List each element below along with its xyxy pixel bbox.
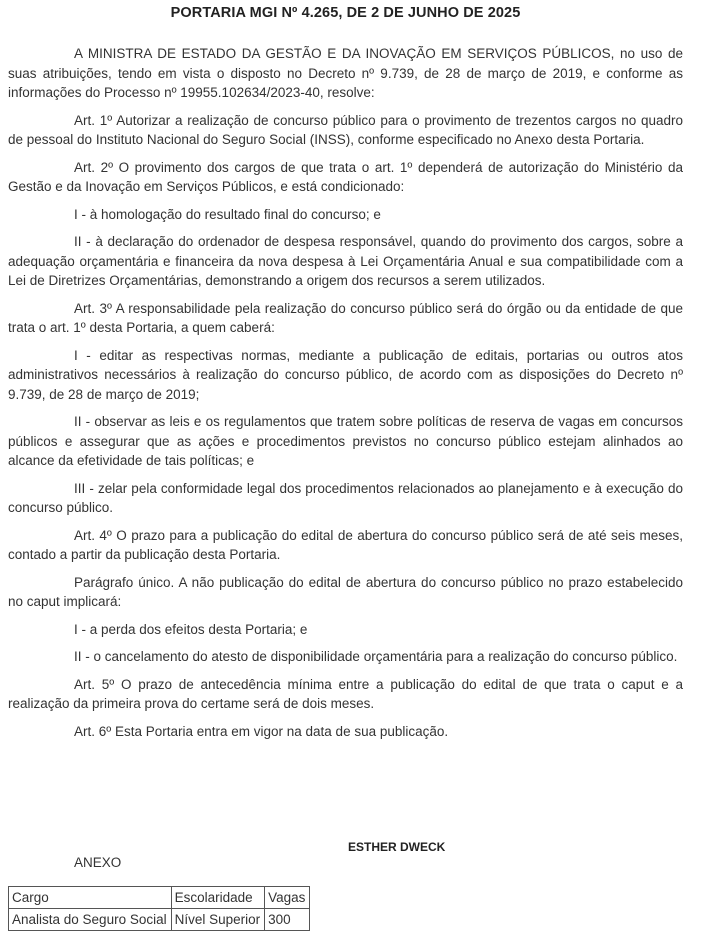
annex-header-escolaridade: Escolaridade bbox=[171, 887, 265, 909]
paragraph-art3-item2: II - observar as leis e os regulamentos que tratem sobre políticas de reserva de vagas em concursos públicos e assegurar que as ações e procedimentos previstos no concurso público estejam alinhados ao alcance da efetividade de tais políticas; e bbox=[8, 414, 683, 468]
document-title: PORTARIA MGI Nº 4.265, DE 2 DE JUNHO DE 2025 bbox=[170, 5, 521, 21]
annex-header-cargo: Cargo bbox=[9, 887, 172, 909]
paragraph-art3-item3: III - zelar pela conformidade legal dos procedimentos relacionados ao planejamento e à execução do concurso público. bbox=[8, 480, 683, 515]
annex-header-vagas: Vagas bbox=[265, 887, 310, 909]
annex-cell-escolaridade: Nível Superior bbox=[171, 909, 265, 931]
paragraph-art2: Art. 2º O provimento dos cargos de que trata o art. 1º dependerá de autorização do Ministério da Gestão e da Inovação em Serviços Públicos, e está condicionado: bbox=[8, 159, 683, 194]
paragraph-art4: Art. 4º O prazo para a publicação do edital de abertura do concurso público será de até seis meses, contado a partir da publicação desta Portaria. bbox=[8, 527, 683, 562]
annex-cell-vagas: 300 bbox=[265, 909, 310, 931]
paragraph-art3: Art. 3º A responsabilidade pela realização do concurso público será do órgão ou da entidade de que trata o art. 1º desta Portaria, a quem caberá: bbox=[8, 300, 683, 335]
paragraph-art4-sole: Parágrafo único. A não publicação do edital de abertura do concurso público no prazo estabelecido no caput implicará: bbox=[8, 574, 683, 609]
annex-table bbox=[8, 886, 310, 931]
table-row bbox=[9, 909, 310, 931]
paragraph-art2-item2: II - à declaração do ordenador de despesa responsável, quando do provimento dos cargos, sobre a adequação orçamentária e financeira da nova despesa à Lei Orçamentária Anual e sua compatibilidade com a Lei de Diretrizes Orçamentárias, demonstrando a origem dos recursos a serem utilizados. bbox=[8, 234, 683, 288]
paragraph-art4-item1: I - a perda dos efeitos desta Portaria; e bbox=[74, 621, 308, 637]
paragraph-preamble: A MINISTRA DE ESTADO DA GESTÃO E DA INOVAÇÃO EM SERVIÇOS PÚBLICOS, no uso de suas atribuições, tendo em vista o disposto no Decreto nº 9.739, de 28 de março de 2019, e conforme as informações do Processo nº 19955.102634/2023-40, resolve: bbox=[8, 46, 683, 100]
annex-table-header-row bbox=[9, 887, 310, 909]
paragraph-art5: Art. 5º O prazo de antecedência mínima entre a publicação do edital de que trata o caput e a realização da primeira prova do certame será de dois meses. bbox=[8, 676, 683, 711]
document bbox=[8, 0, 683, 741]
paragraph-list bbox=[8, 44, 683, 741]
paragraph-art1: Art. 1º Autorizar a realização de concurso público para o provimento de trezentos cargos no quadro de pessoal do Instituto Nacional do Seguro Social (INSS), conforme especificado no Anexo desta Portaria. bbox=[8, 112, 683, 147]
signature: ESTHER DWECK bbox=[348, 840, 446, 854]
paragraph-art3-item1: I - editar as respectivas normas, mediante a publicação de editais, portarias ou outros atos administrativos necessários à realização do concurso público, de acordo com as disposições do Decreto nº 9.739, de 28 de março de 2019; bbox=[8, 347, 683, 402]
paragraph-art2-item1: I - à homologação do resultado final do concurso; e bbox=[74, 206, 381, 222]
paragraph-art4-item2: II - o cancelamento do atesto de disponibilidade orçamentária para a realização do concurso público. bbox=[74, 649, 678, 664]
paragraph-art6: Art. 6º Esta Portaria entra em vigor na data de sua publicação. bbox=[74, 723, 449, 739]
annex-cell-cargo: Analista do Seguro Social bbox=[9, 909, 172, 931]
annex-label: ANEXO bbox=[74, 855, 122, 870]
